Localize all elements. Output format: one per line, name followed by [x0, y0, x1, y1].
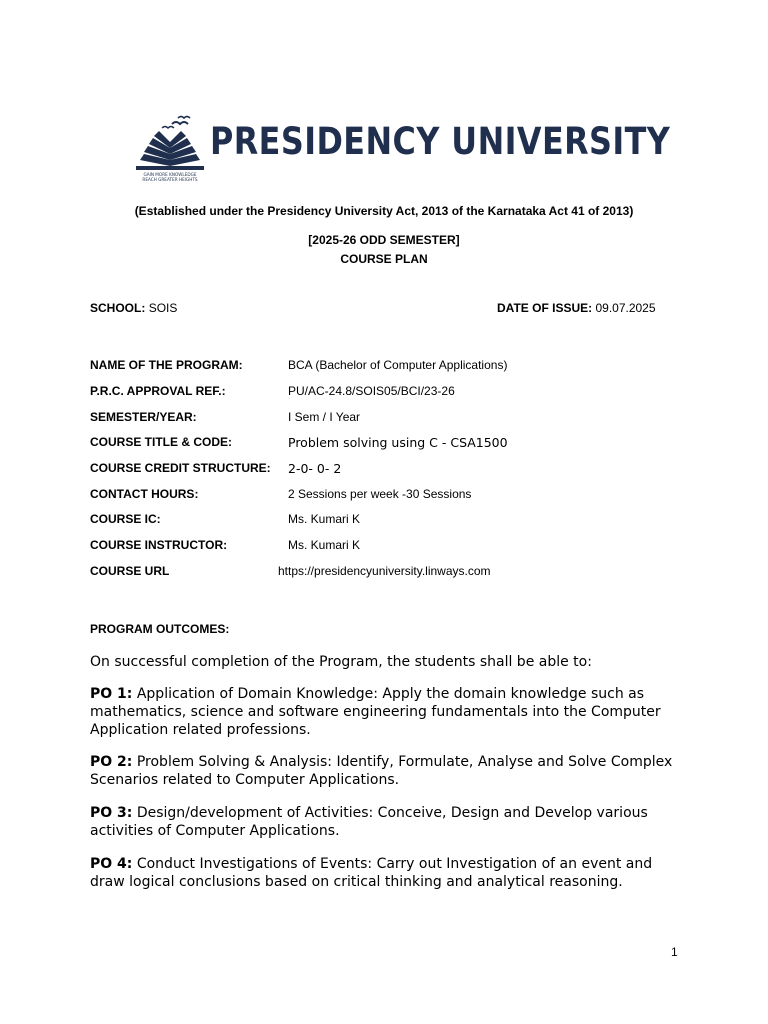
- outcome-text: Application of Domain Knowledge: Apply the domain knowledge such as mathematics, science and software engineering fundamentals into the Computer Application related professions.: [90, 686, 661, 738]
- svg-text:GAIN MORE KNOWLEDGE: GAIN MORE KNOWLEDGE: [143, 172, 197, 177]
- detail-label: COURSE URL: [90, 564, 170, 578]
- detail-row-approval: [90, 384, 710, 402]
- school-value: SOIS: [148, 301, 178, 315]
- established-note: (Established under the Presidency University Act, 2013 of the Karnataka Act 41 of 2013): [134, 204, 634, 218]
- detail-value: Ms. Kumari K: [288, 512, 361, 526]
- detail-label: P.R.C. APPROVAL REF.:: [90, 384, 226, 398]
- svg-text:REACH GREATER HEIGHTS: REACH GREATER HEIGHTS: [142, 177, 198, 182]
- outcome-item: [90, 855, 680, 891]
- detail-value: 2 Sessions per week -30 Sessions: [288, 487, 472, 501]
- detail-label: COURSE INSTRUCTOR:: [90, 538, 228, 552]
- detail-value: 2-0- 0- 2: [288, 461, 342, 476]
- detail-row-course-url: [90, 564, 710, 582]
- outcome-text: Conduct Investigations of Events: Carry out Investigation of an event and draw logical conclusions based on critical thinking and analytical reasoning.: [90, 856, 653, 890]
- page-number: 1: [671, 945, 678, 959]
- outcome-item: [90, 685, 680, 739]
- issue-date-label: DATE OF ISSUE:: [497, 301, 593, 315]
- detail-label: COURSE IC:: [90, 512, 161, 526]
- university-logo: [134, 114, 671, 184]
- semester-heading: [2025-26 ODD SEMESTER]: [308, 233, 460, 247]
- outcome-label: PO 3:: [90, 805, 133, 821]
- open-book-icon: [134, 114, 206, 184]
- detail-label: CONTACT HOURS:: [90, 487, 199, 501]
- detail-value: Problem solving using C - CSA1500: [288, 435, 508, 450]
- issue-date-value: 09.07.2025: [595, 301, 656, 315]
- detail-label: COURSE CREDIT STRUCTURE:: [90, 461, 271, 475]
- detail-row-contact-hours: [90, 487, 710, 505]
- detail-label: COURSE TITLE & CODE:: [90, 435, 233, 449]
- outcome-text: Design/development of Activities: Conceive, Design and Develop various activities of Computer Applications.: [90, 805, 648, 839]
- outcome-item: [90, 753, 680, 789]
- logo-wordmark: PRESIDENCY UNIVERSITY: [210, 120, 671, 163]
- school-line: [90, 301, 177, 315]
- outcome-label: PO 4:: [90, 856, 133, 872]
- detail-row-credit: [90, 461, 710, 479]
- detail-value: I Sem / I Year: [288, 410, 361, 424]
- detail-value: PU/AC-24.8/SOIS05/BCI/23-26: [288, 384, 455, 398]
- school-label: SCHOOL:: [90, 301, 146, 315]
- detail-row-instructor: [90, 538, 710, 556]
- detail-value: BCA (Bachelor of Computer Applications): [288, 358, 508, 372]
- outcomes-heading: PROGRAM OUTCOMES:: [90, 622, 230, 636]
- detail-row-course-title: [90, 435, 710, 453]
- issue-date-line: [497, 301, 656, 315]
- outcome-item: [90, 804, 680, 840]
- outcome-text: Problem Solving & Analysis: Identify, Formulate, Analyse and Solve Complex Scenarios related to Computer Applications.: [90, 754, 673, 788]
- document-title: COURSE PLAN: [340, 252, 428, 266]
- detail-row-course-ic: [90, 512, 710, 530]
- course-url-link[interactable]: https://presidencyuniversity.linways.com: [278, 564, 491, 578]
- detail-row-program: [90, 358, 710, 376]
- outcome-label: PO 1:: [90, 686, 133, 702]
- detail-value: Ms. Kumari K: [288, 538, 361, 552]
- outcome-label: PO 2:: [90, 754, 133, 770]
- detail-label: SEMESTER/YEAR:: [90, 410, 197, 424]
- detail-label: NAME OF THE PROGRAM:: [90, 358, 243, 372]
- detail-row-semester: [90, 410, 710, 428]
- outcomes-intro: On successful completion of the Program, the students shall be able to:: [90, 654, 592, 670]
